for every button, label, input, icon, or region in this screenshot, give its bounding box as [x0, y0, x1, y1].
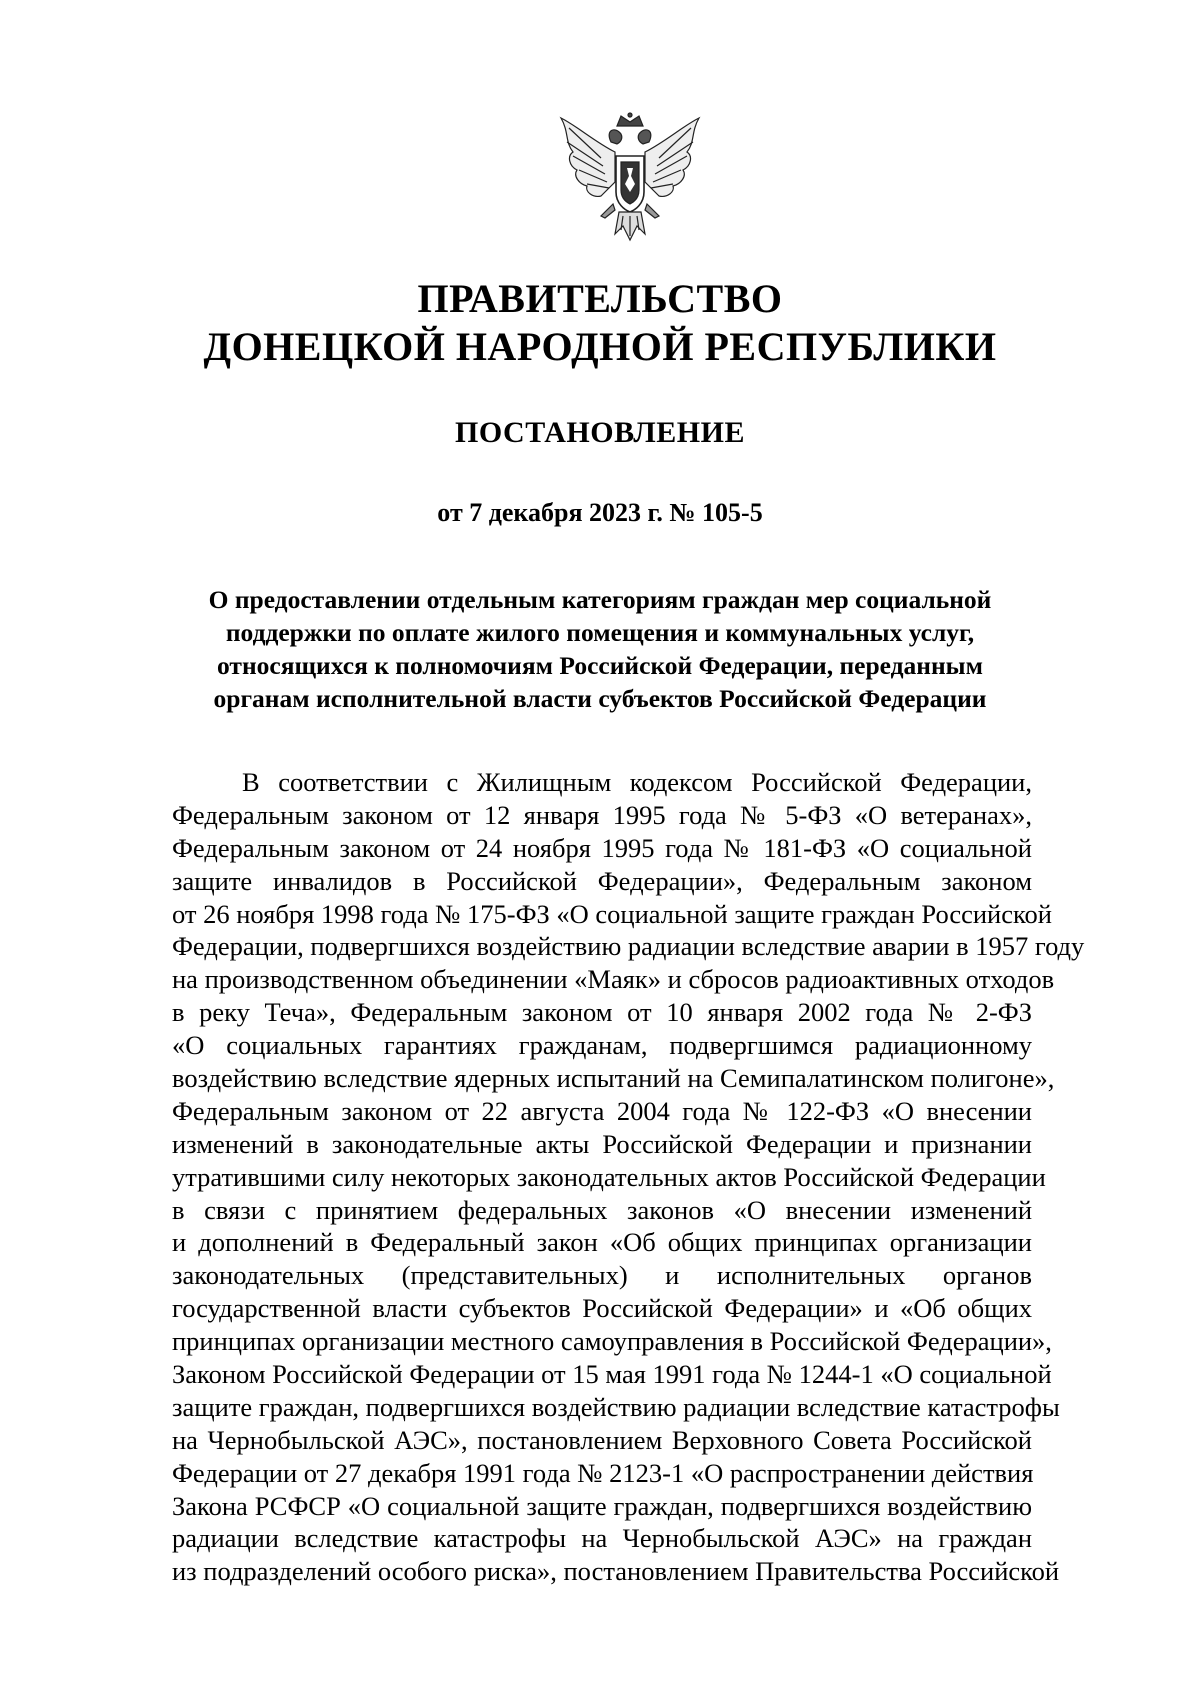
body-line: и дополнений в Федеральный закон «Об общих принципах организации: [172, 1227, 1032, 1258]
body-line: Закона РСФСР «О социальной защите граждан, подвергшихся воздействию: [172, 1490, 1032, 1521]
document-type: ПОСТАНОВЛЕНИЕ: [455, 416, 745, 449]
body-line: на производственном объединении «Маяк» и сбросов радиоактивных отходов: [172, 964, 1055, 995]
body-line: Федерации, подвергшихся воздействию радиации вследствие аварии в 1957 году: [172, 931, 1085, 962]
subject-line: О предоставлении отдельным категориям граждан мер социальной: [208, 585, 992, 614]
government-title: [0, 275, 1200, 371]
government-title-line-2: ДОНЕЦКОЙ НАРОДНОЙ РЕСПУБЛИКИ: [203, 324, 997, 369]
subject-line: органам исполнительной власти субъектов Российской Федерации: [213, 684, 987, 713]
body-line: утратившими силу некоторых законодательных актов Российской Федерации: [172, 1161, 1046, 1192]
body-line: В соответствии с Жилищным кодексом Российской Федерации,: [242, 767, 1032, 797]
body-line: защите граждан, подвергшихся воздействию радиации вследствие катастрофы: [172, 1391, 1060, 1422]
body-line: Федеральным законом от 24 ноября 1995 года № 181-ФЗ «О социальной: [172, 832, 1032, 863]
body-line: из подразделений особого риска», постановлением Правительства Российской: [172, 1556, 1060, 1587]
body-line: в связи с принятием федеральных законов «О внесении изменений: [172, 1194, 1032, 1225]
body-line: принципах организации местного самоуправления в Российской Федерации»,: [172, 1326, 1052, 1357]
body-line: Федерации от 27 декабря 1991 года № 2123-1 «О распространении действия: [172, 1457, 1034, 1488]
body-line: Федеральным законом от 12 января 1995 года № 5-ФЗ «О ветеранах»,: [172, 799, 1032, 830]
body-line: изменений в законодательные акты Российской Федерации и признании: [172, 1128, 1032, 1159]
body-line: защите инвалидов в Российской Федерации», Федеральным законом: [172, 865, 1032, 896]
subject-line: поддержки по оплате жилого помещения и коммунальных услуг,: [225, 618, 975, 647]
document-body-paragraph: [172, 766, 1085, 1588]
body-line: воздействию вследствие ядерных испытаний на Семипалатинском полигоне»,: [172, 1063, 1055, 1094]
body-line: «О социальных гарантиях гражданам, подвергшимся радиационному: [172, 1030, 1032, 1061]
body-line: от 26 ноября 1998 года № 175-ФЗ «О социальной защите граждан Российской: [172, 898, 1052, 929]
body-line: на Чернобыльской АЭС», постановлением Верховного Совета Российской: [172, 1424, 1032, 1455]
body-line: радиации вследствие катастрофы на Чернобыльской АЭС» на граждан: [172, 1523, 1032, 1554]
double-headed-eagle-emblem-icon: [555, 112, 705, 252]
subject-line: относящихся к полномочиям Российской Федерации, переданным: [217, 651, 983, 680]
document-subject: [150, 583, 1050, 715]
body-line: Законом Российской Федерации от 15 мая 1991 года № 1244-1 «О социальной: [172, 1359, 1052, 1390]
body-line: законодательных (представительных) и исполнительных органов: [172, 1260, 1032, 1291]
body-line: Федеральным законом от 22 августа 2004 года № 122-ФЗ «О внесении: [172, 1095, 1032, 1126]
body-line: государственной власти субъектов Российской Федерации» и «Об общих: [172, 1293, 1032, 1324]
government-title-line-1: ПРАВИТЕЛЬСТВО: [417, 276, 783, 321]
body-line: в реку Теча», Федеральным законом от 10 января 2002 года № 2-ФЗ: [172, 997, 1032, 1028]
document-date-number: от 7 декабря 2023 г. № 105-5: [437, 498, 763, 527]
